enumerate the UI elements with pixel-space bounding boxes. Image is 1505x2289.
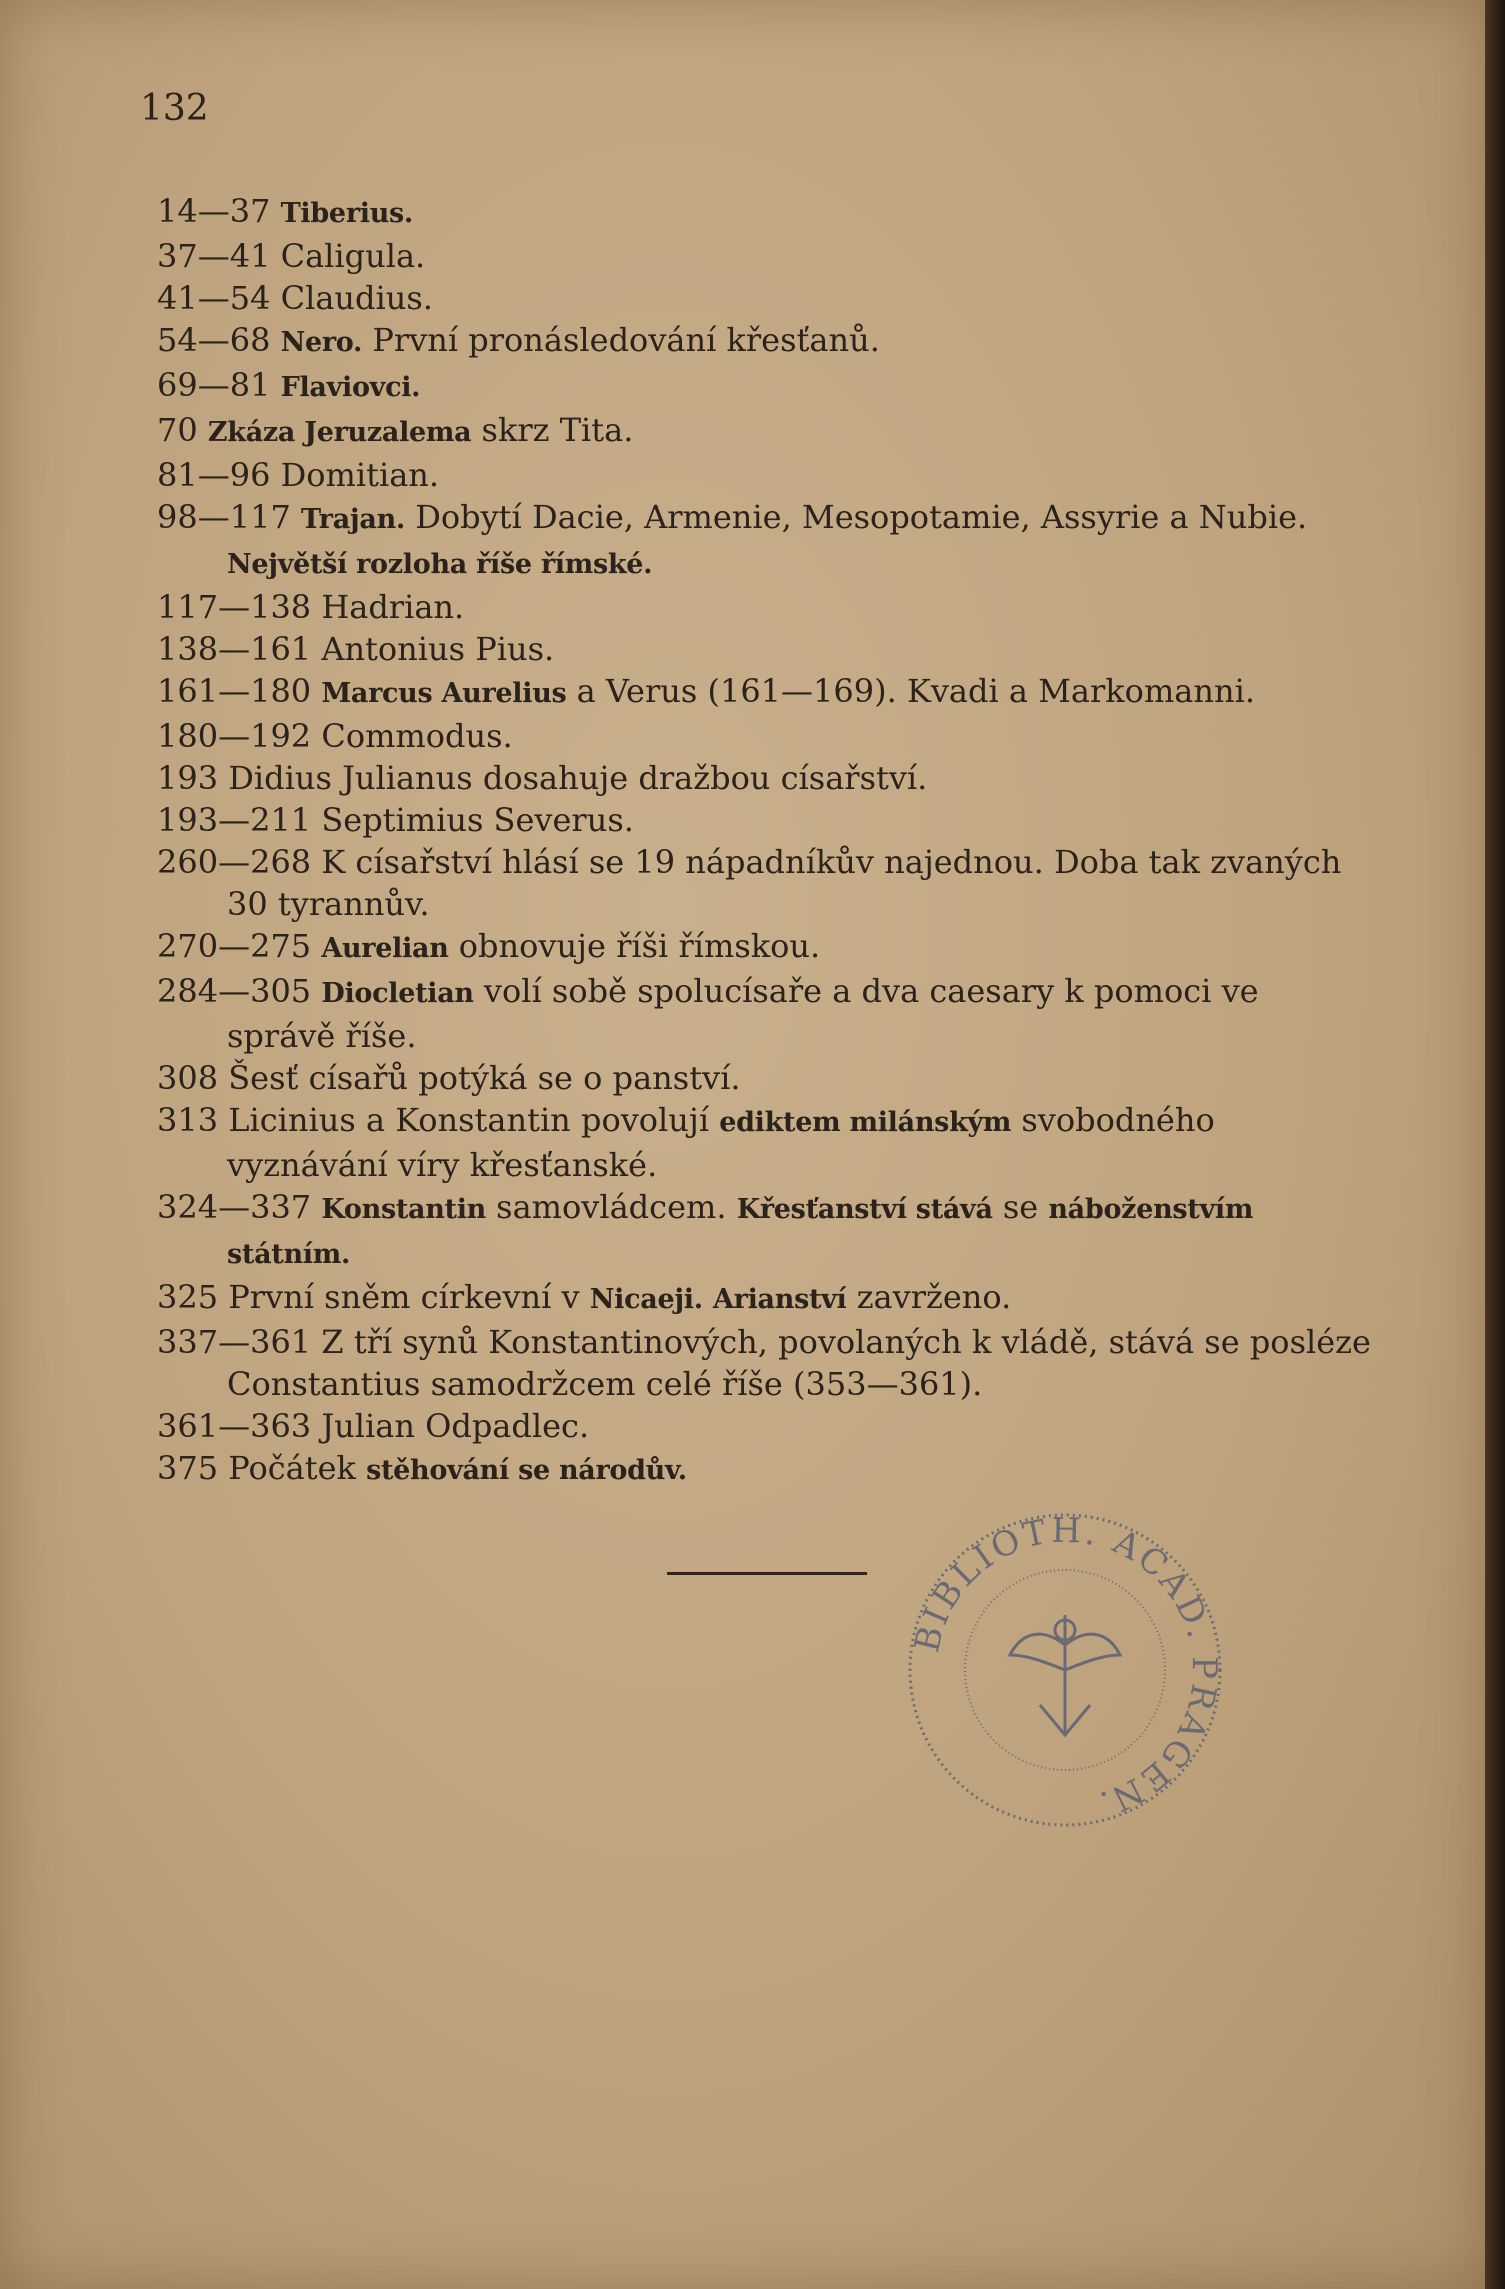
list-item: 138—161 Antonius Pius. xyxy=(157,630,555,668)
list-item: 41—54 Claudius. xyxy=(157,279,433,317)
list-item: 193—211 Septimius Severus. xyxy=(157,801,634,839)
list-item: 313 Licinius a Konstantin povolují ediktem milánským svobodného vyznávání víry křesťanské. xyxy=(157,1101,1215,1184)
list-item: 117—138 Hadrian. xyxy=(157,588,465,626)
list-item: 69—81 Flaviovci. xyxy=(157,366,421,404)
list-item: 98—117 Trajan. Dobytí Dacie, Armenie, Mesopotamie, Assyrie a Nubie. Největší rozloha říše římské. xyxy=(157,498,1308,580)
list-item: 14—37 Tiberius. xyxy=(157,192,414,230)
list-item: 180—192 Commodus. xyxy=(157,717,513,755)
page-number: 132 xyxy=(140,88,209,129)
list-item: 284—305 Diocletian volí sobě spolucísaře a dva caesary k pomoci ve správě říše. xyxy=(157,972,1259,1055)
list-item: 37—41 Caligula. xyxy=(157,237,426,275)
list-item: 375 Počátek stěhování se národův. xyxy=(157,1449,687,1487)
list-item: 324—337 Konstantin samovládcem. Křesťanství stává se náboženstvím státním. xyxy=(157,1188,1254,1270)
list-item: 325 První sněm církevní v Nicaeji. Arianství zavrženo. xyxy=(157,1278,1012,1316)
list-item: 260—268 K císařství hlásí se 19 nápadníkův najednou. Doba tak zvaných 30 tyrannův. xyxy=(157,843,1342,923)
list-item: 361—363 Julian Odpadlec. xyxy=(157,1407,590,1445)
book-edge xyxy=(1485,0,1505,2289)
list-item: 81—96 Domitian. xyxy=(157,456,440,494)
chronology-list xyxy=(157,190,1377,1492)
horizontal-rule xyxy=(667,1572,867,1575)
list-item: 70 Zkáza Jeruzalema skrz Tita. xyxy=(157,411,634,449)
list-item: 270—275 Aurelian obnovuje říši římskou. xyxy=(157,927,821,965)
list-item: 337—361 Z tří synů Konstantinových, povolaných k vládě, stává se posléze Constantius samodržcem celé říše (353—361). xyxy=(157,1323,1371,1403)
list-item: 161—180 Marcus Aurelius a Verus (161—169). Kvadi a Markomanni. xyxy=(157,672,1255,710)
list-item: 193 Didius Julianus dosahuje dražbou císařství. xyxy=(157,759,928,797)
eagle-emblem-icon xyxy=(1010,1615,1120,1735)
stamp-text: BIBLIOTH. ACAD. PRAGEN. xyxy=(907,1510,1225,1825)
list-item: 308 Šesť císařů potýká se o panství. xyxy=(157,1059,741,1097)
list-item: 54—68 Nero. První pronásledování křesťanů. xyxy=(157,321,880,359)
library-stamp xyxy=(900,1505,1230,1835)
